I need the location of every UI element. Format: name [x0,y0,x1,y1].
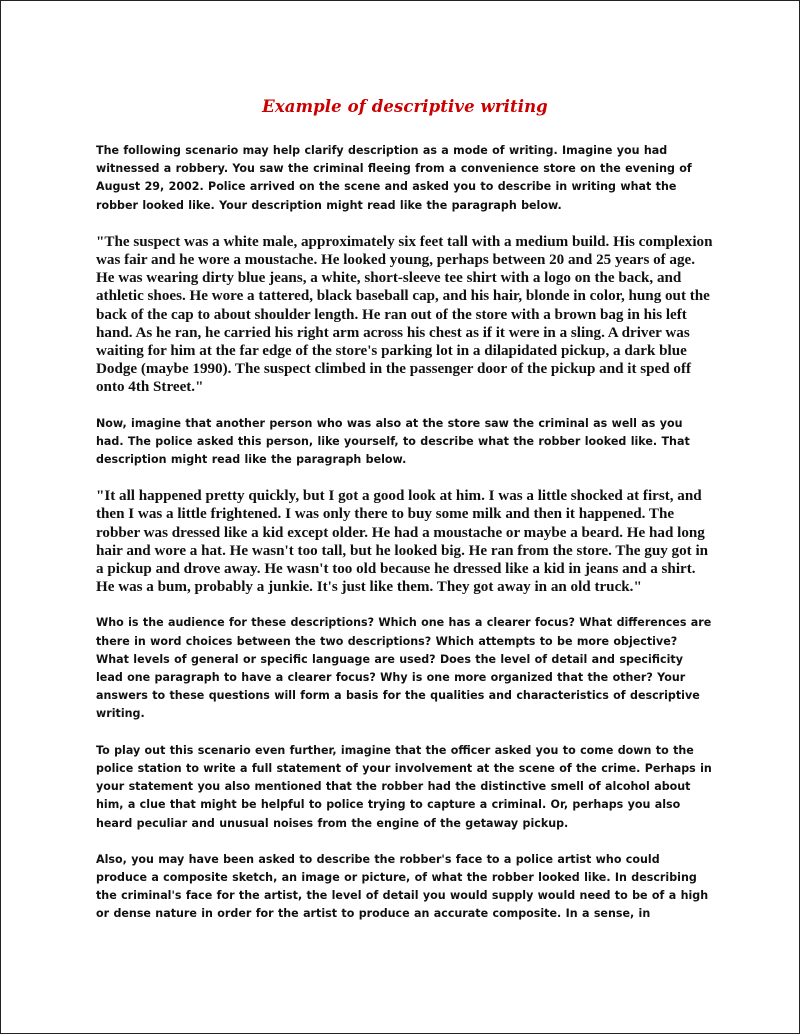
second-witness-paragraph: Now, imagine that another person who was also at the store saw the criminal as well as you had. The police asked this person, like yourself, to describe what the robber looked like. That description might read like the paragraph below. [96,416,690,467]
document-body [96,97,714,942]
questions-paragraph: Who is the audience for these descriptions? Which one has a clearer focus? What differences are there in word choices between the two descriptions? Which attempts to be more objective? What levels of general or specific language are used? Does the level of detail and specificity lead one paragraph to have a clearer focus? Why is one more organized that the other? Your answers to these questions will form a basis for the qualities and characteristics of descriptive writing. [96,616,712,721]
objective-description-quote: "The suspect was a white male, approximately six feet tall with a medium build. His complexion was fair and he wore a moustache. He looked young, perhaps between 20 and 25 years of age. He was wearing dirty blue jeans, a white, short-sleeve tee shirt with a logo on the back, and athletic shoes. He wore a tattered, black baseball cap, and his hair, blonde in color, hung out the back of the cap to about shoulder length. He ran out of the store with a brown bag in his left hand. As he ran, he carried his right arm across his chest as if it were in a sling. A driver was waiting for him at the far edge of the store's parking lot in a dilapidated pickup, a dark blue Dodge (maybe 1990). The suspect climbed in the passenger door of the pickup and it sped off onto 4th Street." [96,233,713,396]
page-title: Example of descriptive writing [262,97,548,116]
scenario-extension-paragraph: To play out this scenario even further, imagine that the officer asked you to come down to the police station to write a full statement of your involvement at the scene of the crime. Perhaps in your statement you also mentioned that the robber had the distinctive smell of alcohol about him, a clue that might be helpful to police trying to capture a criminal. Or, perhaps you also heard peculiar and unusual noises from the engine of the getaway pickup. [96,743,712,830]
subjective-description-quote: "It all happened pretty quickly, but I got a good look at him. I was a little shocked at first, and then I was a little frightened. I was only there to buy some milk and then it happened. The robber was dressed like a kid except older. He had a moustache or maybe a beard. He had long hair and wore a hat. He wasn't too tall, but he looked big. He ran from the store. The guy got in a pickup and drove away. He wasn't too old because he dressed like a kid in jeans and a shirt. He was a bum, probably a junkie. It's just like them. They got away in an old truck." [96,488,709,596]
police-artist-paragraph: Also, you may have been asked to describe the robber's face to a police artist who could produce a composite sketch, an image or picture, of what the robber looked like. In describing the criminal's face for the artist, the level of detail you would supply would need to be of a high or dense nature in order for the artist to produce an accurate composite. In a sense, in [96,852,709,921]
intro-paragraph: The following scenario may help clarify description as a mode of writing. Imagine you had witnessed a robbery. You saw the criminal fleeing from a convenience store on the evening of August 29, 2002. Police arrived on the scene and asked you to describe in writing what the robber looked like. Your description might read like the paragraph below. [96,144,692,212]
